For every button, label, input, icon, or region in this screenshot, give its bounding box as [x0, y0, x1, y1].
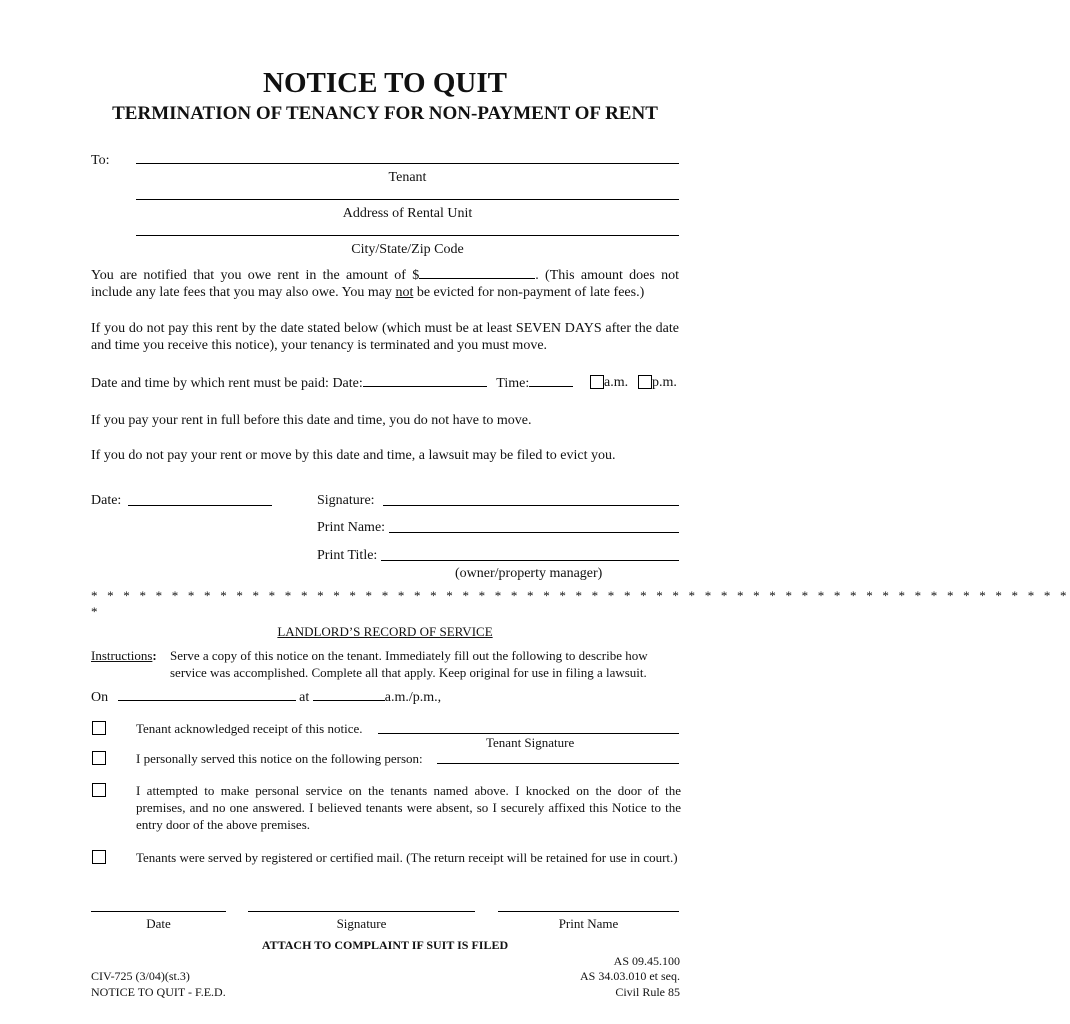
service-heading: LANDLORD’S RECORD OF SERVICE: [277, 624, 493, 639]
page-title: NOTICE TO QUIT: [263, 67, 507, 99]
footer-date-field[interactable]: [91, 911, 226, 912]
pm-checkbox[interactable]: [638, 375, 652, 389]
mail-service-text: Tenants were served by registered or certified mail. (The return receipt will be retained for use in court.): [136, 850, 678, 865]
footer-signature-field[interactable]: [248, 911, 475, 912]
deadline-time-label: Time:: [496, 376, 530, 391]
lawsuit-paragraph: If you do not pay your rent or move by this date and time, a lawsuit may be filed to evict you.: [91, 448, 616, 463]
instructions-label: [91, 647, 157, 664]
on-label: On: [91, 690, 109, 705]
deadline-date-label: Date and time by which rent must be paid: Date:: [91, 376, 363, 391]
statute-line2: AS 34.03.010 et seq.: [580, 969, 680, 983]
footer-print-name-field[interactable]: [498, 911, 679, 912]
form-id-line2: NOTICE TO QUIT - F.E.D.: [91, 985, 226, 999]
service-time-field[interactable]: [313, 688, 385, 701]
personally-served-checkbox[interactable]: [92, 751, 106, 765]
footer-signature-caption: Signature: [336, 916, 387, 931]
instructions-colon: :: [152, 648, 157, 663]
deadline-time-field[interactable]: [529, 374, 573, 387]
am-checkbox[interactable]: [590, 375, 604, 389]
tenant-acknowledged-checkbox[interactable]: [92, 721, 106, 735]
not-emphasis: not: [395, 285, 414, 300]
termination-paragraph: If you do not pay this rent by the date stated below (which must be at least SEVEN DAYS after the date and time you receive this notice), your tenancy is terminated and you must move.: [91, 321, 679, 353]
address-caption: Address of Rental Unit: [342, 206, 473, 221]
served-person-field[interactable]: [437, 763, 679, 764]
mail-service-checkbox[interactable]: [92, 850, 106, 864]
at-label: at: [299, 690, 310, 705]
rent-amount-field[interactable]: [419, 266, 535, 279]
attach-note: ATTACH TO COMPLAINT IF SUIT IS FILED: [261, 938, 509, 952]
signature-field[interactable]: [383, 505, 679, 506]
service-date-field[interactable]: [118, 688, 296, 701]
rent-owed-text-3: be evicted for non-payment of late fees.): [413, 285, 645, 300]
owner-note: (owner/property manager): [455, 566, 603, 581]
statute-line3: Civil Rule 85: [615, 985, 680, 999]
statute-line1: AS 09.45.100: [613, 954, 680, 968]
page-subtitle: TERMINATION OF TENANCY FOR NON-PAYMENT OF RENT: [112, 103, 658, 124]
deadline-date-field[interactable]: [363, 374, 487, 387]
print-title-label: Print Title:: [317, 548, 378, 563]
date-label: Date:: [91, 493, 122, 508]
affixed-notice-text: I attempted to make personal service on the tenants named above. I knocked on the door of the premises, and no one answered. I believed tenants were absent, so I securely affixed this Notice to the entry door of the above premises.: [136, 783, 681, 832]
pay-in-full-paragraph: If you pay your rent in full before this date and time, you do not have to move.: [91, 413, 532, 428]
am-label: a.m.: [604, 375, 629, 390]
affixed-notice-checkbox[interactable]: [92, 783, 106, 797]
deadline-line: [91, 374, 573, 392]
print-name-field[interactable]: [389, 532, 679, 533]
print-title-field[interactable]: [381, 560, 679, 561]
address-field[interactable]: [136, 199, 679, 200]
footer-print-name-caption: Print Name: [558, 916, 619, 931]
rent-owed-text: You are notified that you owe rent in the amount of $: [91, 268, 420, 283]
print-name-label: Print Name:: [317, 520, 386, 535]
star-separator-tail: *: [91, 604, 98, 619]
star-separator: * * * * * * * * * * * * * * * * * * * * * * * * * * * * * * * * * * * * * * * * * * * * * * * * * * * * * * * * * * * * *: [91, 588, 1070, 603]
date-field[interactable]: [128, 505, 272, 506]
city-field[interactable]: [136, 235, 679, 236]
pm-label: p.m.: [652, 375, 677, 390]
service-date-line: [91, 688, 441, 706]
form-id-line1: CIV-725 (3/04)(st.3): [91, 969, 190, 983]
instructions-label-text: Instructions: [91, 648, 153, 663]
instructions-text: Serve a copy of this notice on the tenant. Immediately fill out the following to describe how service was accomplished. Complete all that apply. Keep original for use in filing a lawsuit.: [170, 648, 648, 680]
tenant-caption: Tenant: [388, 170, 427, 185]
rent-owed-text-2: . (This amount does not include any late fees that you may also owe. You may: [91, 268, 679, 300]
signature-label: Signature:: [317, 493, 375, 508]
tenant-field[interactable]: [136, 163, 679, 164]
to-label: To:: [91, 153, 110, 168]
tenant-signature-caption: Tenant Signature: [486, 735, 575, 750]
ampm-label: a.m./p.m.,: [384, 690, 442, 705]
city-caption: City/State/Zip Code: [351, 242, 464, 257]
rent-owed-paragraph: [91, 266, 679, 301]
tenant-acknowledged-text: Tenant acknowledged receipt of this notice.: [136, 721, 363, 736]
personally-served-text: I personally served this notice on the following person:: [136, 751, 423, 766]
footer-date-caption: Date: [146, 916, 171, 931]
